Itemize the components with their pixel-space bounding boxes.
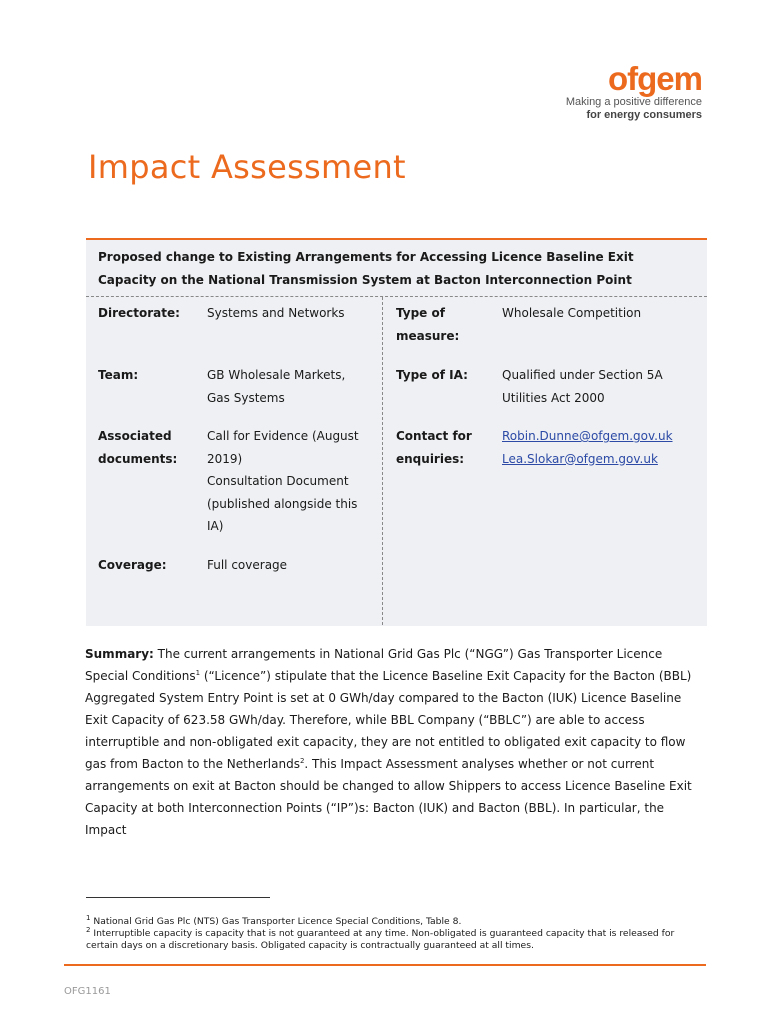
details-column-divider — [382, 297, 383, 625]
proposal-heading-line-1: Proposed change to Existing Arrangements for Accessing Licence Baseline Exit — [98, 250, 634, 264]
details-box — [86, 238, 707, 626]
contact-label: Contact for enquiries: — [396, 429, 472, 466]
coverage-value: Full coverage — [207, 558, 288, 572]
logo-tagline-2: for energy consumers — [586, 109, 702, 121]
footer-divider — [64, 964, 706, 966]
footnote-2: $^2$ Interruptible capacity is capacity that is not guaranteed at any time. Non-obligated is guaranteed capacity that is released for certain days on a discretionary basis. Obligated capacity is contractually guaranteed at all times. — [86, 925, 675, 951]
email-link-lea[interactable]: Lea.Slokar@ofgem.gov.uk — [502, 451, 658, 466]
associated-documents-label: Associated documents: — [98, 429, 178, 466]
summary-text-2: (“Licence”) stipulate that the Licence Baseline Exit Capacity for the Bacton (BBL) Aggregated System Entry Point is set at 0 GWh/day compared to the Bacton (IUK) Licence Baseline Exit Capacity of 623.58 GWh/day. Therefore, while BBL Company (“BBLC”) are able to access interruptible and non-obligated exit capacity, they are not entitled to obligated exit capacity to flow gas from Bacton to the Netherlands — [85, 669, 692, 771]
logo-wordmark: ofgem — [608, 60, 702, 97]
summary-label: Summary: — [85, 647, 154, 661]
footnote-divider — [86, 897, 270, 898]
ofgem-logo — [562, 62, 712, 122]
directorate-value: Systems and Networks — [207, 306, 345, 320]
logo-tagline-1: Making a positive difference — [565, 96, 702, 108]
summary-text-1: The current arrangements in National Grid Gas Plc (“NGG”) Gas Transporter Licence Special Conditions — [85, 647, 663, 683]
summary-paragraph — [85, 643, 707, 841]
type-of-measure-label: Type of measure: — [396, 306, 460, 343]
team-value: GB Wholesale Markets, Gas Systems — [207, 368, 346, 405]
details-divider — [86, 296, 707, 297]
summary-text-3: . This Impact Assessment analyses whether or not current arrangements on exit at Bacton should be changed to allow Shippers to access Licence Baseline Exit Capacity at both Interconnection Points (“IP”)s: Bacton (IUK) and Bacton (BBL). In particular, the Impact — [85, 757, 692, 837]
proposal-heading-line-2: Capacity on the National Transmission System at Bacton Interconnection Point — [98, 273, 632, 287]
footnote-ref-2: 2 — [299, 757, 305, 765]
type-of-ia-value: Qualified under Section 5A Utilities Act 2000 — [502, 368, 663, 405]
coverage-label: Coverage: — [98, 558, 167, 572]
footnote-ref-1: 1 — [195, 669, 201, 677]
team-label: Team: — [98, 368, 139, 382]
directorate-label: Directorate: — [98, 306, 180, 320]
page-title: Impact Assessment — [88, 148, 406, 186]
footnote-1: $^1$ National Grid Gas Plc (NTS) Gas Transporter Licence Special Conditions, Table 8. — [86, 913, 462, 927]
type-of-ia-label: Type of IA: — [396, 368, 468, 382]
document-code: OFG1161 — [64, 986, 111, 997]
contact-emails — [502, 425, 673, 470]
type-of-measure-value: Wholesale Competition — [502, 306, 642, 320]
associated-documents-value: Call for Evidence (August 2019) Consultation Document (published alongside this IA) — [207, 429, 359, 533]
email-link-robin[interactable]: Robin.Dunne@ofgem.gov.uk — [502, 429, 673, 443]
proposal-heading — [98, 246, 698, 292]
footnotes — [86, 913, 696, 952]
